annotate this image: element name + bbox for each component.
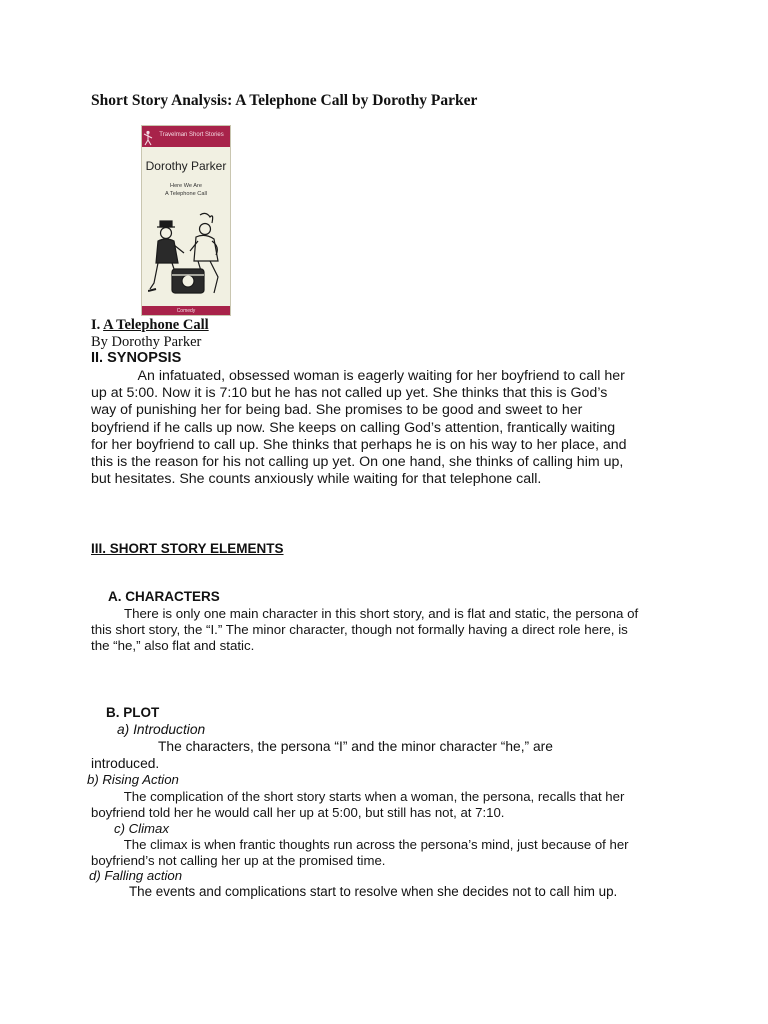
synopsis-line: this is the reason for his not calling up yet. On one hand, she thinks of calling him up, (91, 454, 624, 471)
introduction-line: introduced. (91, 756, 160, 771)
falling-action-text: The events and complications start to resolve when she decides not to call him up. (129, 884, 618, 899)
document-title: Short Story Analysis: A Telephone Call by Dorothy Parker (91, 92, 478, 109)
byline: By Dorothy Parker (91, 334, 202, 350)
cover-illustration (148, 211, 226, 303)
climax-line: boyfriend’s not calling her up at the promised time. (91, 853, 386, 868)
cover-subtitle-line-2: A Telephone Call (165, 191, 207, 197)
synopsis-heading: II. SYNOPSIS (91, 350, 182, 366)
rising-action-paragraph (91, 789, 624, 821)
synopsis-line: way of punishing her for being bad. She promises to be good and sweet to her (91, 402, 583, 419)
climax-label: c) Climax (114, 821, 169, 836)
cover-subtitle-line-1: Here We Are (170, 183, 202, 189)
characters-paragraph (91, 606, 638, 654)
falling-action-label: d) Falling action (89, 868, 183, 883)
section-numeral: I. (91, 317, 104, 333)
rising-action-line: The complication of the short story starts when a woman, the persona, recalls that her (91, 789, 625, 804)
cover-top-band (142, 126, 230, 147)
section-heading-telephone-call (91, 317, 209, 334)
characters-line: this short story, the “I.” The minor character, though not formally having a direct role here, is (91, 622, 628, 637)
synopsis-line: but hesitates. She counts anxiously while waiting for that telephone call. (91, 471, 542, 488)
dancer-figure-icon (143, 130, 153, 146)
synopsis-line: An infatuated, obsessed woman is eagerly waiting for her boyfriend to call her (91, 368, 625, 384)
cover-series-label: Travelman Short Stories (159, 132, 224, 138)
book-cover-image (141, 125, 231, 316)
cover-author: Dorothy Parker (145, 159, 227, 173)
climax-paragraph (91, 837, 629, 869)
synopsis-line: for her boyfriend to call up. She thinks that perhaps he is on his way to her place, and (91, 436, 627, 453)
rising-action-label: b) Rising Action (87, 772, 179, 787)
rising-action-line: boyfriend told her he would call her up at 5:00, but still has not, at 7:10. (91, 805, 505, 820)
characters-line: the “he,” also flat and static. (91, 638, 255, 653)
synopsis-line: boyfriend if he calls up now. She keeps on calling God’s attention, frantically waiting (91, 419, 616, 436)
plot-heading: B. PLOT (106, 705, 160, 720)
characters-heading: A. CHARACTERS (108, 589, 220, 604)
cover-genre-label: Comedy (176, 308, 196, 314)
introduction-label: a) Introduction (117, 722, 206, 737)
characters-line: There is only one main character in this short story, and is flat and static, the persona of (91, 606, 639, 621)
climax-line: The climax is when frantic thoughts run across the persona’s mind, just because of her (91, 837, 629, 852)
cover-subtitle (142, 182, 230, 198)
introduction-line: The characters, the persona “I” and the minor character “he,” are (158, 739, 553, 754)
synopsis-paragraph (91, 368, 627, 488)
elements-heading: III. SHORT STORY ELEMENTS (91, 541, 284, 556)
story-title: A Telephone Call (103, 317, 209, 333)
synopsis-line: up at 5:00. Now it is 7:10 but he has not called up yet. She thinks that this is God’s (91, 385, 608, 402)
